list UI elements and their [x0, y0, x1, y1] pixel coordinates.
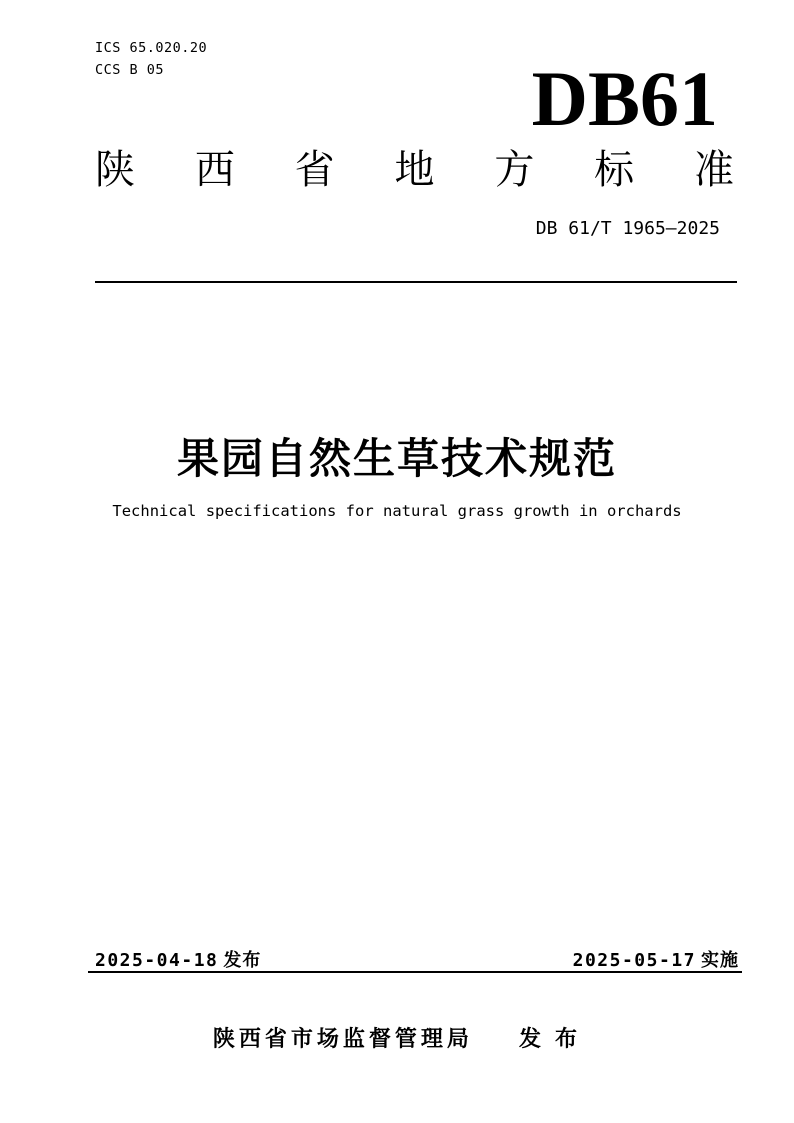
- standard-name-char: 省: [294, 148, 335, 192]
- issue-date: 2025-04-18: [95, 950, 219, 971]
- header-divider-line: [95, 281, 737, 283]
- standard-name-char: 地: [394, 148, 435, 192]
- standard-number: DB 61/T 1965—2025: [535, 218, 720, 239]
- implement-date: 2025-05-17: [572, 950, 696, 971]
- standard-name-char: 标: [594, 148, 635, 192]
- document-title-english: Technical specifications for natural grass growth in orchards: [112, 502, 682, 520]
- issue-date-item: [95, 946, 261, 972]
- ics-code: ICS 65.020.20: [95, 40, 208, 56]
- document-title-chinese: 果园自然生草技术规范: [176, 435, 617, 482]
- standard-name-char: 西: [194, 148, 235, 192]
- standard-name-line: [95, 148, 734, 192]
- dates-row: [95, 946, 739, 972]
- footer-divider-line: [88, 971, 742, 973]
- standard-name-char: 方: [494, 148, 535, 192]
- standard-name-char: 陕: [95, 148, 135, 192]
- implement-date-item: [573, 946, 739, 972]
- publisher-row: [0, 1022, 794, 1053]
- issue-date-label: 发布: [223, 950, 262, 970]
- implement-date-label: 实施: [701, 950, 739, 970]
- db61-registry-mark: DB61: [531, 55, 718, 142]
- standard-name-char: 准: [693, 148, 734, 192]
- publish-action-label: 发 布: [518, 1026, 582, 1051]
- ccs-code: CCS B 05: [95, 62, 165, 78]
- publisher-name: 陕西省市场监督管理局: [212, 1026, 473, 1051]
